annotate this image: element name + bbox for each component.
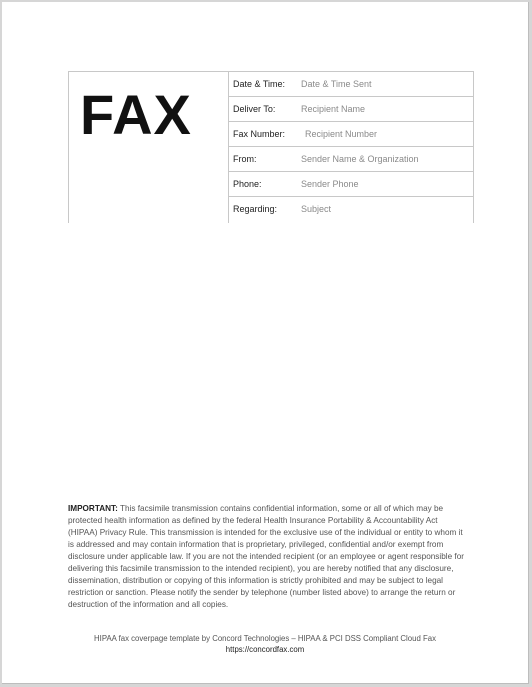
field-value[interactable]: Recipient Number: [305, 129, 378, 139]
footer: [2, 633, 528, 655]
field-label: Phone:: [233, 179, 262, 189]
field-label: From:: [233, 154, 257, 164]
field-row-deliver-to: [229, 97, 474, 122]
fax-fields-table: [229, 72, 474, 222]
field-value[interactable]: Subject: [301, 204, 332, 214]
field-value[interactable]: Recipient Name: [301, 104, 366, 114]
fax-header-box: [68, 71, 474, 223]
fax-title: FAX: [80, 83, 192, 146]
field-row-phone: [229, 172, 474, 197]
field-value[interactable]: Sender Name & Organization: [301, 154, 419, 164]
divider: [473, 72, 474, 223]
field-row-fax-number: [229, 122, 474, 147]
field-row-regarding: [229, 197, 474, 222]
field-row-date-time: [229, 72, 474, 97]
notice-heading: IMPORTANT:: [68, 504, 118, 513]
divider: [228, 72, 229, 223]
field-label: Date & Time:: [233, 79, 286, 89]
fax-cover-page: [2, 2, 529, 684]
field-label: Fax Number:: [233, 129, 286, 139]
footer-credit: HIPAA fax coverpage template by Concord Technologies – HIPAA & PCI DSS Compliant Cloud Fax: [94, 634, 436, 643]
field-value[interactable]: Sender Phone: [301, 179, 359, 189]
divider: [68, 71, 69, 223]
notice-body: This facsimile transmission contains confidential information, some or all of which may be protected health information as defined by the federal Health Insurance Portability & Accountability Act (HIPAA) Privacy Rule. This transmission is intended for the exclusive use of the individual or entity to whom it is addressed and may contain information that is proprietary, privileged, confidential and/or exempt from disclosure under applicable law. If you are not the intended recipient (or an employee or agent responsible for delivering this facsimile transmission to the intended recipient), you are hereby notified that any disclosure, dissemination, distribution or copying of this information is strictly prohibited and may be subject to legal restriction or sanction. Please notify the sender by telephone (number listed above) to arrange the return or destruction of the information and all copies.: [68, 504, 464, 609]
confidentiality-notice: [68, 503, 466, 611]
field-label: Deliver To:: [233, 104, 276, 114]
field-value[interactable]: Date & Time Sent: [301, 79, 372, 89]
field-label: Regarding:: [233, 204, 278, 214]
field-row-from: [229, 147, 474, 172]
footer-link[interactable]: https://concordfax.com: [225, 645, 305, 654]
